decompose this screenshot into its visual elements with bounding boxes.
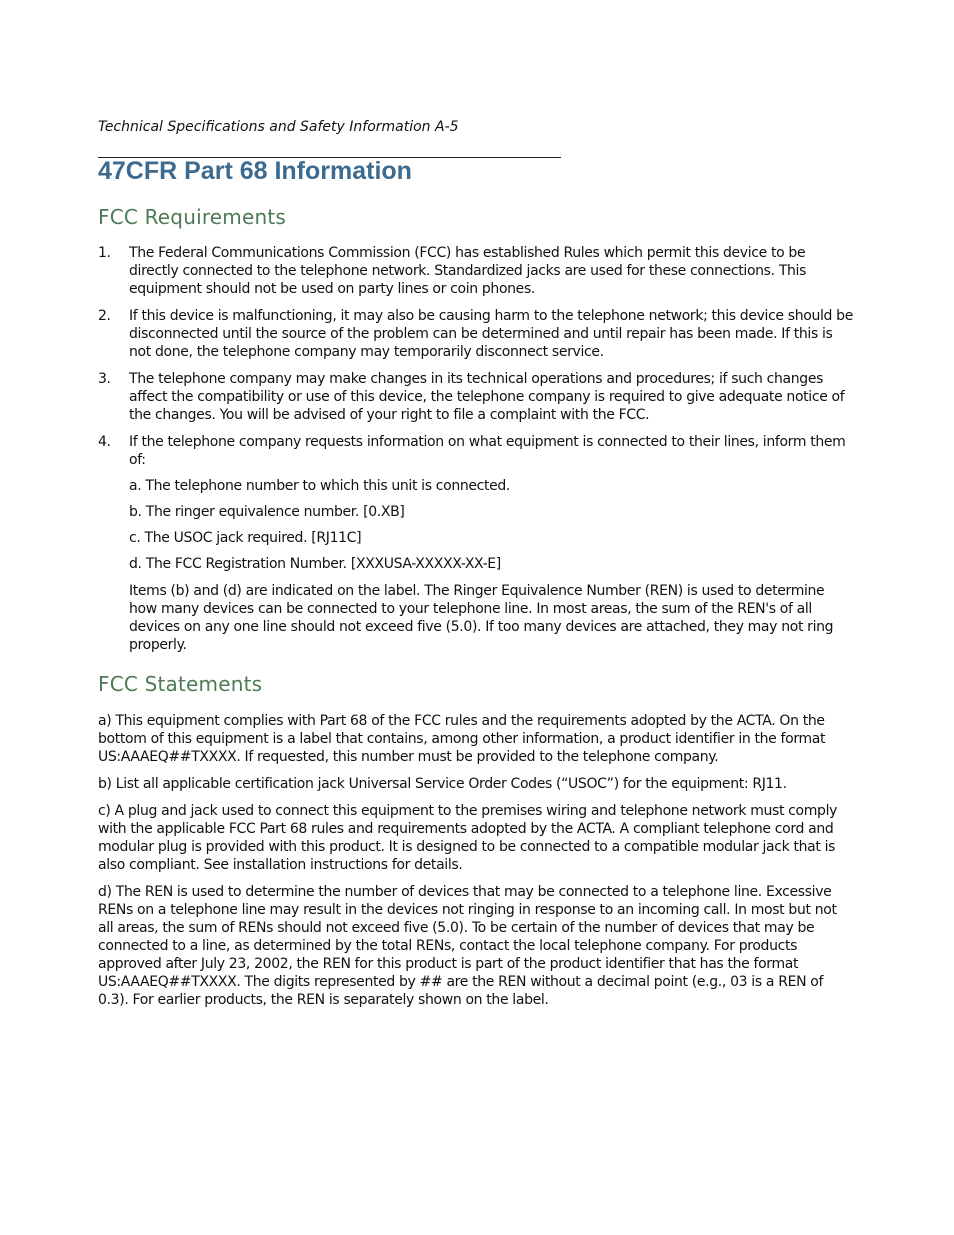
list-item: [98, 370, 854, 424]
statement-d: d) The REN is used to determine the number of devices that may be connected to a telephone line. Excessive RENs on a telephone line may result in the devices not ringing in response to an incoming call. In most but not all areas, the sum of RENs should not exceed five (5.0). To be certain of the number of devices that may be connected to a line, as determined by the total RENs, contact the local telephone company. For products approved after July 23, 2002, the REN for this product is part of the product identifier that has the format US:AAAEQ##TXXXX. The digits represented by ## are the REN without a decimal point (e.g., 03 is a REN of 0.3). For earlier products, the REN is separately shown on the label.: [98, 884, 837, 1008]
list-item-number: 4.: [98, 434, 111, 450]
sub-item-usoc-jack: c. The USOC jack required. [RJ11C]: [129, 530, 362, 546]
list-item: [98, 433, 854, 654]
list-item: [98, 244, 854, 298]
statement-c: c) A plug and jack used to connect this equipment to the premises wiring and telephone network must comply with the applicable FCC Part 68 rules and requirements adopted by the ACTA. A compliant telephone cord and modular plug is provided with this product. It is designed to be connected to a compatible modular jack that is also compliant. See installation instructions for details.: [98, 803, 838, 873]
fcc-statements-heading: FCC Statements: [98, 672, 263, 696]
list-item-number: 2.: [98, 308, 111, 324]
sub-item-telephone-number: a. The telephone number to which this unit is connected.: [129, 478, 511, 494]
statement-a: a) This equipment complies with Part 68 of the FCC rules and the requirements adopted by the ACTA. On the bottom of this equipment is a label that contains, among other information, a product identifier in the format US:AAAEQ##TXXXX. If requested, this number must be provided to the telephone company.: [98, 713, 826, 765]
sub-item-ringer-equivalence: b. The ringer equivalence number. [0.XB]: [129, 504, 405, 520]
list-item-text: The Federal Communications Commission (FCC) has established Rules which permit this device to be directly connected to the telephone network. Standardized jacks are used for these connections. This equipment should not be used on party lines or coin phones.: [129, 245, 807, 297]
running-header: Technical Specifications and Safety Information A-5: [98, 119, 459, 135]
list-item-text: The telephone company may make changes in its technical operations and procedures; if such changes affect the compatibility or use of this device, the telephone company is required to give adequate notice of the changes. You will be advised of your right to file a complaint with the FCC.: [129, 371, 845, 423]
list-item-text: If this device is malfunctioning, it may also be causing harm to the telephone network; this device should be disconnected until the source of the problem can be determined and until repair has been made. If this is not done, the telephone company may temporarily disconnect service.: [129, 308, 853, 360]
list-item-text: If the telephone company requests information on what equipment is connected to their lines, inform them of:: [129, 434, 846, 468]
statement-b: b) List all applicable certification jack Universal Service Order Codes (“USOC”) for the equipment: RJ11.: [98, 776, 787, 792]
fcc-requirements-list: [98, 244, 854, 663]
list-item: [98, 307, 854, 361]
list-item-number: 3.: [98, 371, 111, 387]
fcc-statements: [98, 712, 854, 1018]
page-title: 47CFR Part 68 Information: [98, 157, 412, 185]
ren-note: Items (b) and (d) are indicated on the label. The Ringer Equivalence Number (REN) is used to determine how many devices can be connected to your telephone line. In most areas, the sum of the REN's of all devices on any one line should not exceed five (5.0). If too many devices are attached, they may not ring properly.: [129, 583, 834, 653]
list-item-number: 1.: [98, 245, 111, 261]
sub-item-registration-number: d. The FCC Registration Number. [XXXUSA-XXXXX-XX-E]: [129, 556, 501, 572]
fcc-requirements-heading: FCC Requirements: [98, 205, 287, 229]
